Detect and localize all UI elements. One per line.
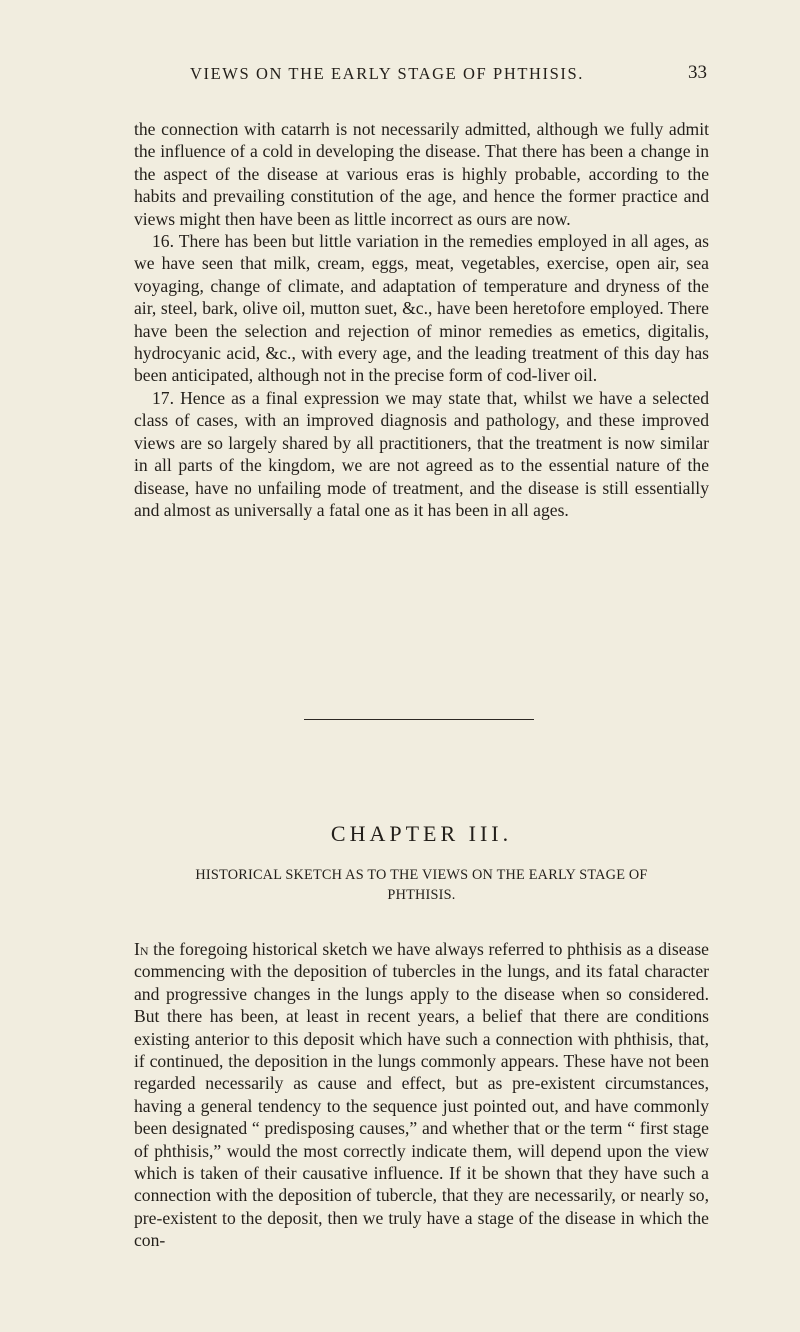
opening-word: In — [134, 939, 149, 959]
chapter-subtitle-line-2: PHTHISIS. — [387, 886, 456, 903]
chapter-subtitle — [134, 866, 709, 905]
running-head — [127, 62, 707, 88]
chapter-opening-paragraph — [134, 938, 709, 1252]
chapter-title: CHAPTER III. — [330, 821, 513, 846]
page-number: 33 — [688, 62, 707, 83]
paragraph-16: 16. There has been but little variation in the remedies employed in all ages, as we have seen that milk, cream, eggs, meat, vegetables, exercise, open air, sea voyaging, change of climate, and adaptation of temperature and dryness of the air, steel, bark, olive oil, mutton suet, &c., have been heretofore employed. There have been the selection and rejection of minor remedies as emetics, digitalis, hydrocyanic acid, &c., with every age, and the leading treatment of this day has been anticipated, although not in the precise form of cod-liver oil. — [134, 231, 709, 386]
section-divider — [304, 719, 534, 720]
chapter-subtitle-line-1: HISTORICAL SKETCH AS TO THE VIEWS ON THE EARLY STAGE OF — [195, 867, 648, 883]
paragraph-17: 17. Hence as a final expression we may state that, whilst we have a selected class of cases, with an improved diagnosis and pathology, and these improved views are so largely shared by all practitioners, that the treatment is now similar in all parts of the kingdom, we are not agreed as to the essential nature of the disease, have no unfailing mode of treatment, and the disease is still essentially and almost as universally a fatal one as it has been in all ages. — [134, 387, 709, 520]
opening-text: the foregoing historical sketch we have always referred to phthisis as a disease commencing with the deposition of tubercles in the lungs, and its fatal character and progressive changes in the lungs apply to the disease when so considered. But there has been, at least in recent years, a belief that there are conditions existing anterior to this deposit which have such a connection with phthisis, that, if continued, the deposition in the lungs commonly appears. These have not been regarded necessarily as cause and effect, but as pre-existent circumstances, having a general tendency to the sequence just pointed out, and have commonly been designated “ predisposing causes,” and whether that or the term “ first stage of phthisis,” would the most correctly indicate them, will depend upon the view which is taken of their causative influence. If it be shown that they have such a connection with the deposition of tubercle, that they are necessarily, or nearly so, pre-existent to the deposit, then we truly have a stage of the disease in which the con- — [134, 939, 709, 1251]
text-block-top — [134, 118, 709, 521]
paragraph-continuation: the connection with catarrh is not necessarily admitted, although we fully admit the influence of a cold in developing the disease. That there has been a change in the aspect of the disease at various eras is highly probable, according to the habits and prevailing constitution of the age, and hence the former practice and views might then have been as little incorrect as ours are now. — [134, 119, 709, 229]
running-title: VIEWS ON THE EARLY STAGE OF PHTHISIS. — [189, 64, 585, 83]
text-block-chapter — [134, 938, 709, 1252]
